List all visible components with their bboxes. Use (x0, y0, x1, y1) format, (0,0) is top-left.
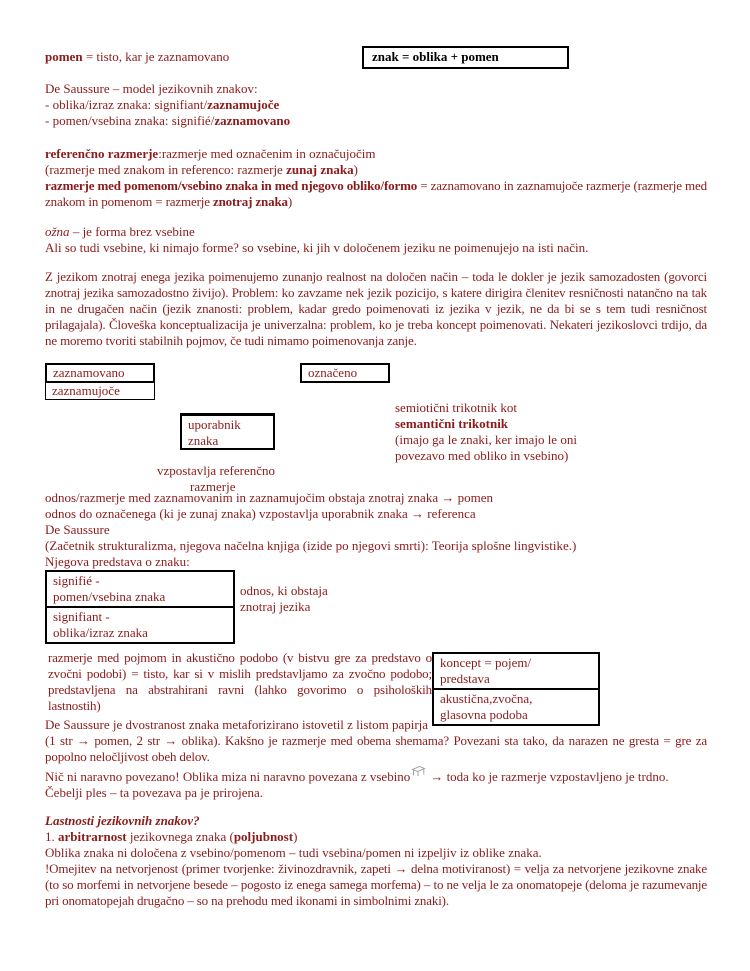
language-paragraph: Z jezikom znotraj enega jezika poimenujemo zunanjo realnost na določen način – toda le dokler je jezik samozadosten (govorci znotraj jezika samozadostno živijo). Problem: ko zavzame nek jezik pozicijo, s katere dirigira členitev resničnosti natančno na tak in ne drugačen način (jezik znanosti: problem, kadar gredo poimenovati iz jezika v jezik, ne da bi se s tem tudi resničnost prilagajala). Človeška konceptualizacija je univerzalna: problem, ko je treba koncept poimenovati. Nekateri jezikoslovci trdijo, da ne moremo tvoriti stabilnih pojmov, če tudi nimamo poimenovanja zanje. (45, 269, 707, 348)
signifiant-description: oblika/izraz znaka (53, 625, 148, 640)
arbitrariness-item (45, 829, 707, 845)
arbitrariness-close: ) (293, 829, 298, 844)
concept-paragraph: razmerje med pojmom in akustično podobo (v bistvu gre za predstavo o zvočni podobi) = tisto, kar si v mislih predstavljamo za zvočno podobo; predstavljena na abstrahirani ravni (lahko govorimo o psiholoških lastnostih) (48, 650, 432, 713)
ozna-definition: – je forma brez vsebine (69, 224, 195, 239)
concept-row (432, 652, 600, 690)
model-item1-text: - oblika/izraz znaka: signifiant/ (45, 97, 208, 112)
paper-line3 (45, 765, 707, 785)
form-meaning-term: razmerje med pomenom/vsebino znaka in med njegovo obliko/formo (45, 178, 418, 193)
sign-structure-section (45, 570, 707, 644)
sign-formula-text: znak = oblika + pomen (372, 49, 499, 64)
reference-relation-block (45, 146, 707, 210)
signifiant-row (45, 606, 235, 644)
signified-signifier-table (45, 363, 155, 400)
signifie-label: signifié - (53, 573, 100, 588)
relations-block (45, 490, 707, 570)
sign-view-intro: Njegova predstava o znaku: (45, 554, 190, 569)
inside-language-note (240, 583, 440, 615)
semiotic-diagram (45, 360, 707, 494)
ozna-block (45, 224, 707, 256)
paper-line1: De Saussure je dvostranost znaka metaforizirano istovetil z listom papirja (45, 717, 429, 732)
saussure-name: De Saussure (45, 522, 110, 537)
inside-sign-term: znotraj znaka (212, 194, 288, 209)
arbitrariness-text: jezikovnega znaka ( (126, 829, 234, 844)
ozna-line (45, 224, 707, 240)
paper-line3-rest: → toda ko je razmerje vzpostavljeno je trdno. (430, 769, 669, 784)
establishes-reference-label: vzpostavlja referenčno (157, 463, 276, 478)
reference-line2-text: (razmerje med znakom in referenco: razmerje (45, 162, 287, 177)
inside-sign-close: ) (287, 194, 293, 209)
poljubnost-term: poljubnost (233, 829, 294, 844)
reference-line1 (45, 146, 707, 162)
signifie-description: pomen/vsebina znaka (53, 589, 166, 604)
form-meaning-text: = zaznamovano in zaznamujoče razmerje (417, 178, 634, 193)
denoted-box: označeno (300, 363, 390, 383)
note-line3: (imajo ga le znaki, ker imajo le oni (395, 432, 577, 447)
model-item1-term: zaznamujoče (207, 97, 280, 112)
properties-heading: Lastnosti jezikovnih znakov? (45, 813, 200, 828)
pomen-term: pomen (45, 49, 83, 64)
limitation-paragraph: !Omejitev na netvorjenost (primer tvorjenke: živinozdravnik, zapeti → delna motiviranost) = velja za netvorjene jezikovne znake (to so morfemi in netvorjene besede – pogosto iz enega samega morfema) – to ne velja le za onomatopeje (deloma je razumevanje pri onomatopejah drugačno – so na prehodu med ikonami in simbolnimi znaki). (45, 861, 707, 908)
pomen-definition: = tisto, kar je zaznamovano (82, 49, 230, 64)
saussure-model-block (45, 81, 707, 129)
signifiant-label: signifiant - (53, 609, 110, 624)
note-line1: semiotični trikotnik kot (395, 400, 518, 415)
item-number: 1. (45, 829, 58, 844)
form-meaning-relation (45, 178, 707, 210)
ozna-question: Ali so tudi vsebine, ki nimajo forme? so vsebine, ki jih v določenem jeziku ne poimenujejo na isti način. (45, 240, 589, 255)
sign-properties-block (45, 813, 707, 909)
pomen-definition-line (45, 49, 345, 65)
table-doodle-icon (411, 765, 426, 781)
relation-inside-sign: odnos/razmerje med zaznamovanim in zaznamujočim obstaja znotraj znaka → pomen (45, 490, 493, 505)
inside-language-line2: znotraj jezika (240, 599, 311, 614)
concept-section (45, 650, 707, 722)
reference-definition: :razmerje med označenim in označujočim (158, 146, 376, 161)
sign-user-line1: uporabnik (188, 417, 241, 432)
note-line2: semantični trikotnik (395, 416, 509, 431)
model-item-form (45, 97, 707, 113)
ozna-term: ožna (45, 224, 70, 239)
note-line4: povezavo med obliko in vsebino) (395, 448, 569, 463)
reference-term: referenčno razmerje (45, 146, 159, 161)
signifie-row (45, 570, 235, 608)
inside-sign-text: (razmerje med znakom in pomenom = razmerje (45, 178, 707, 209)
model-item2-term: zaznamovano (214, 113, 291, 128)
inside-language-line1: odnos, ki obstaja (240, 583, 328, 598)
acoustic-row-line1: akustična,zvočna, (440, 691, 533, 706)
paper-line2: (1 str → pomen, 2 str → oblika). Kakšno je razmerje med obema shemama? Povezani sta tako, da narazen ne gresta = gre za popolno neločljivost obeh delov. (45, 733, 707, 764)
model-title: De Saussure – model jezikovnih znakov: (45, 81, 258, 96)
acoustic-row-line2: glasovna podoba (440, 707, 528, 722)
paper-line3-text: Nič ni naravno povezano! Oblika miza ni naravno povezana z vsebino (45, 769, 411, 784)
signifier-box: zaznamujoče (45, 382, 155, 400)
reference-line2 (45, 162, 707, 178)
signified-box: zaznamovano (45, 363, 155, 383)
concept-row-line2: predstava (440, 671, 490, 686)
model-item2-text: - pomen/vsebina znaka: signifié/ (45, 113, 215, 128)
arbitrariness-explanation: Oblika znaka ni določena z vsebino/pomenom – tudi vsebina/pomen ni izpeljiv iz oblike znaka. (45, 845, 542, 860)
reference-line2-term: zunaj znaka (286, 162, 354, 177)
paper-metaphor-block (45, 717, 707, 801)
sign-structure-table (45, 570, 235, 644)
relation-to-denoted: odnos do označenega (ki je zunaj znaka) vzpostavlja uporabnik znaka → referenca (45, 506, 476, 521)
saussure-book-note: (Začetnik strukturalizma, njegova načelna knjiga (izide po njegovi smrti): Teorija splošne lingvistike.) (45, 538, 577, 553)
reference-line2-close: ) (353, 162, 358, 177)
model-item-meaning (45, 113, 707, 129)
sign-user-box (180, 413, 275, 450)
sign-formula-box (362, 46, 569, 69)
sign-user-line2: znaka (188, 433, 219, 448)
semiotic-triangle-note (395, 400, 630, 464)
concept-table (432, 652, 600, 726)
bee-dance-line: Čebelji ples – ta povezava pa je prirojena. (45, 785, 264, 800)
relation-label: razmerje (190, 479, 236, 494)
arbitrariness-term: arbitrarnost (58, 829, 127, 844)
concept-row-line1: koncept = pojem/ (440, 655, 532, 670)
